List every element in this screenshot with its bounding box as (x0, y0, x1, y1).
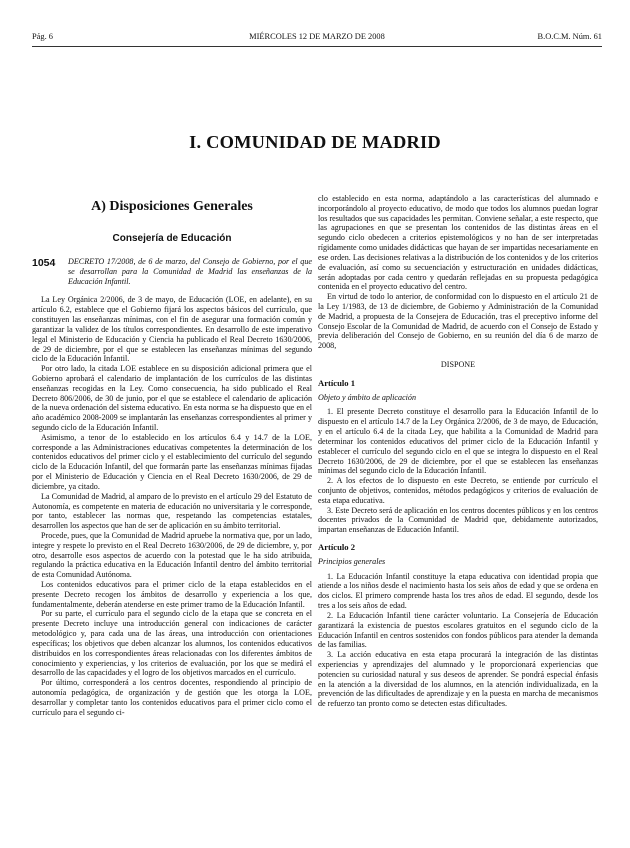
paragraph: 1. El presente Decreto constituye el desarrollo para la Educación Infantil de lo dispuesto en el artículo 14.7 de la Ley Orgánica 2/2006, de 3 de mayo, de Educación, y en el artículo 6.4 de la citada Ley, que habilita a la Comunidad de Madrid para determinar los contenidos educativos del primer ciclo de la Educación Infantil y establecer el currículo del segundo ciclo en el que se integra lo dispuesto en el Real Decreto 1630/2006, de 29 de diciembre, por el que se establecen las enseñanzas mínimas del segundo ciclo de la Educación Infantil. (318, 407, 598, 476)
paragraph: La Ley Orgánica 2/2006, de 3 de mayo, de Educación (LOE, en adelante), en su artículo 6.2, establece que el Gobierno fijará los aspectos básicos del currículo, que constituyen las enseñanzas mínimas, con el fin de asegurar una formación común y garantizar la validez de los títulos correspondientes. En desarrollo de este imperativo legal el Ministerio de Educación y Ciencia ha publicado el Real Decreto 1630/2006, de 29 de diciembre, por el que se establecen las enseñanzas mínimas del segundo ciclo de la Educación Infantil. (32, 295, 312, 364)
right-column (318, 194, 598, 709)
section-heading: A) Disposiciones Generales (91, 199, 253, 214)
header-rule (32, 46, 602, 47)
paragraph: clo establecido en esta norma, adaptándolo a las características del alumnado e incorporándolo al proyecto educativo, de modo que todos los alumnos puedan lograr los resultados que sus capacidades les permitan. Conviene señalar, a este respecto, que las agrupaciones en que se presentan los contenidos de las distintas áreas en el segundo ciclo obedecen a criterios epistemológicos y no han de ser interpretadas rígidamente como unidades didácticas que hayan de ser impartidas necesariamente en ese orden. Las decisiones relativas a la distribución de los contenidos y de los criterios de evaluación, así como su secuenciación y estructuración en unidades didácticas, serán adoptadas por cada centro y quedarán reflejadas en su propuesta pedagógica contenida en el proyecto educativo del centro. (318, 194, 598, 292)
article-1-subtitle: Objeto y ámbito de aplicación (318, 392, 417, 402)
decree-summary: DECRETO 17/2008, de 6 de marzo, del Consejo de Gobierno, por el que se desarrollan para la Comunidad de Madrid las enseñanzas de la Educación Infantil. (68, 257, 312, 286)
paragraph: Por su parte, el currículo para el segundo ciclo de la etapa que se concreta en el presente Decreto incluye una introducción general con indicaciones de carácter metodológico y, para cada una de las áreas, una introducción con orientaciones específicas; los objetivos que deben alcanzar los alumnos, los contenidos educativos distribuidos en los correspondientes áreas relacionadas con los diferentes ámbitos de conocimiento y experiencias, y los criterios de evaluación, por los que se medirá el desarrollo de las capacidades y el logro de los objetivos marcados en el currículo. (32, 609, 312, 678)
decree-header (32, 257, 312, 286)
article-2-heading: Artículo 2 (318, 542, 355, 552)
paragraph: 3. La acción educativa en esta etapa procurará la integración de las distintas experiencias y aprendizajes del alumnado y le proporcionará experiencias que potencien su curiosidad natural y sus deseos de aprender. Se pondrá especial énfasis en la atención a la diversidad de los alumnos, en la atención individualizada, en la prevención de las dificultades de aprendizaje y en la puesta en marcha de mecanismos de refuerzo tan pronto como se detecten estas dificultades. (318, 650, 598, 709)
paragraph: 2. A los efectos de lo dispuesto en este Decreto, se entiende por currículo el conjunto de objetivos, contenidos, métodos pedagógicos y criterios de evaluación de esta etapa educativa. (318, 476, 598, 505)
decree-number: 1054 (32, 257, 56, 269)
page-title: I. COMUNIDAD DE MADRID (189, 132, 441, 152)
article-1-heading: Artículo 1 (318, 377, 355, 388)
paragraph: 1. La Educación Infantil constituye la etapa educativa con identidad propia que atiende a los niños desde el nacimiento hasta los seis años de edad y que se ordena en dos ciclos. El primero comprende hasta los tres años de edad. El segundo, desde los tres a los seis años de edad. (318, 571, 598, 611)
paragraph: La Comunidad de Madrid, al amparo de lo previsto en el artículo 29 del Estatuto de Autonomía, es competente en materia de educación no universitaria y le corresponde, por tanto, establecer las normas que, respetando las competencias estatales, desarrollen los aspectos que han de ser de aplicación en su ámbito territorial. (32, 491, 312, 531)
page-header (32, 32, 602, 44)
paragraph: En virtud de todo lo anterior, de conformidad con lo dispuesto en el artículo 21 de la Ley 1/1983, de 13 de diciembre, de Gobierno y Administración de la Comunidad de Madrid, a propuesta de la Consejera de Educación, tras el preceptivo informe del Consejo Escolar de la Comunidad de Madrid, de acuerdo con el Consejo de Estado y previa deliberación del Consejo de Gobierno, en su reunión del día 6 de marzo de 2008, (318, 292, 598, 351)
department-heading: Consejería de Educación (112, 233, 232, 244)
dispone-heading: DISPONE (440, 360, 476, 369)
paragraph: Procede, pues, que la Comunidad de Madrid apruebe la normativa que, por un lado, integre y respete lo previsto en el Real Decreto 1630/2006, de 29 de diciembre, y, por otro, desarrolle esos aspectos de acuerdo con la potestad que le ha sido atribuida, regulando la práctica educativa en la Educación Infantil dentro del ámbito territorial de esta Comunidad Autónoma. (32, 530, 312, 580)
paragraph: Por otro lado, la citada LOE establece en su disposición adicional primera que el Gobierno aprobará el calendario de implantación de los currículos de las distintas enseñanzas recogidas en la Ley. Como consecuencia, ha sido publicado el Real Decreto 806/2006, de 30 de junio, por el que se establece el calendario de aplicación de la nueva ordenación del sistema educativo. En esta norma se ha dispuesto que en el año académico 2008-2009 se implantarán las enseñanzas correspondientes al primer y segundo ciclo de la Educación Infantil. (32, 364, 312, 432)
left-column (32, 198, 312, 717)
issue-date: MIÉRCOLES 12 DE MARZO DE 2008 (249, 32, 385, 41)
page-number: Pág. 6 (32, 32, 53, 41)
paragraph: Los contenidos educativos para el primer ciclo de la etapa establecidos en el presente Decreto recogen los ámbitos de desarrollo y experiencia a los que, fundamentalmente, deberán atenderse en este primer tramo de la Educación Infantil. (32, 580, 312, 609)
article-2-subtitle: Principios generales (318, 556, 386, 566)
paragraph: Por último, corresponderá a los centros docentes, respondiendo al principio de autonomía pedagógica, de organización y de gestión que les otorga la LOE, desarrollar y completar tanto los contenidos educativos para el primer ciclo como el currículo para el segundo ci- (32, 678, 312, 717)
paragraph: Asimismo, a tenor de lo establecido en los artículos 6.4 y 14.7 de la LOE, corresponde a las Administraciones educativas competentes la determinación de los contenidos educativos del primer ciclo y el establecimiento del currículo del segundo ciclo de la Educación Infantil, del que formarán parte las enseñanzas mínimas fijadas por el Ministerio de Educación y Ciencia en el Real Decreto 1630/2006, de 29 de diciembre, ya citado. (32, 432, 312, 491)
paragraph: 3. Este Decreto será de aplicación en los centros docentes públicos y en los centros docentes privados de la Comunidad de Madrid que, debidamente autorizados, impartan enseñanzas de Educación Infantil. (318, 505, 598, 535)
journal-number: B.O.C.M. Núm. 61 (537, 32, 602, 41)
paragraph: 2. La Educación Infantil tiene carácter voluntario. La Consejería de Educación garantizará la existencia de puestos escolares gratuitos en el segundo ciclo de la Educación Infantil en centros sostenidos con fondos públicos para atender la demanda de las familias. (318, 610, 598, 650)
